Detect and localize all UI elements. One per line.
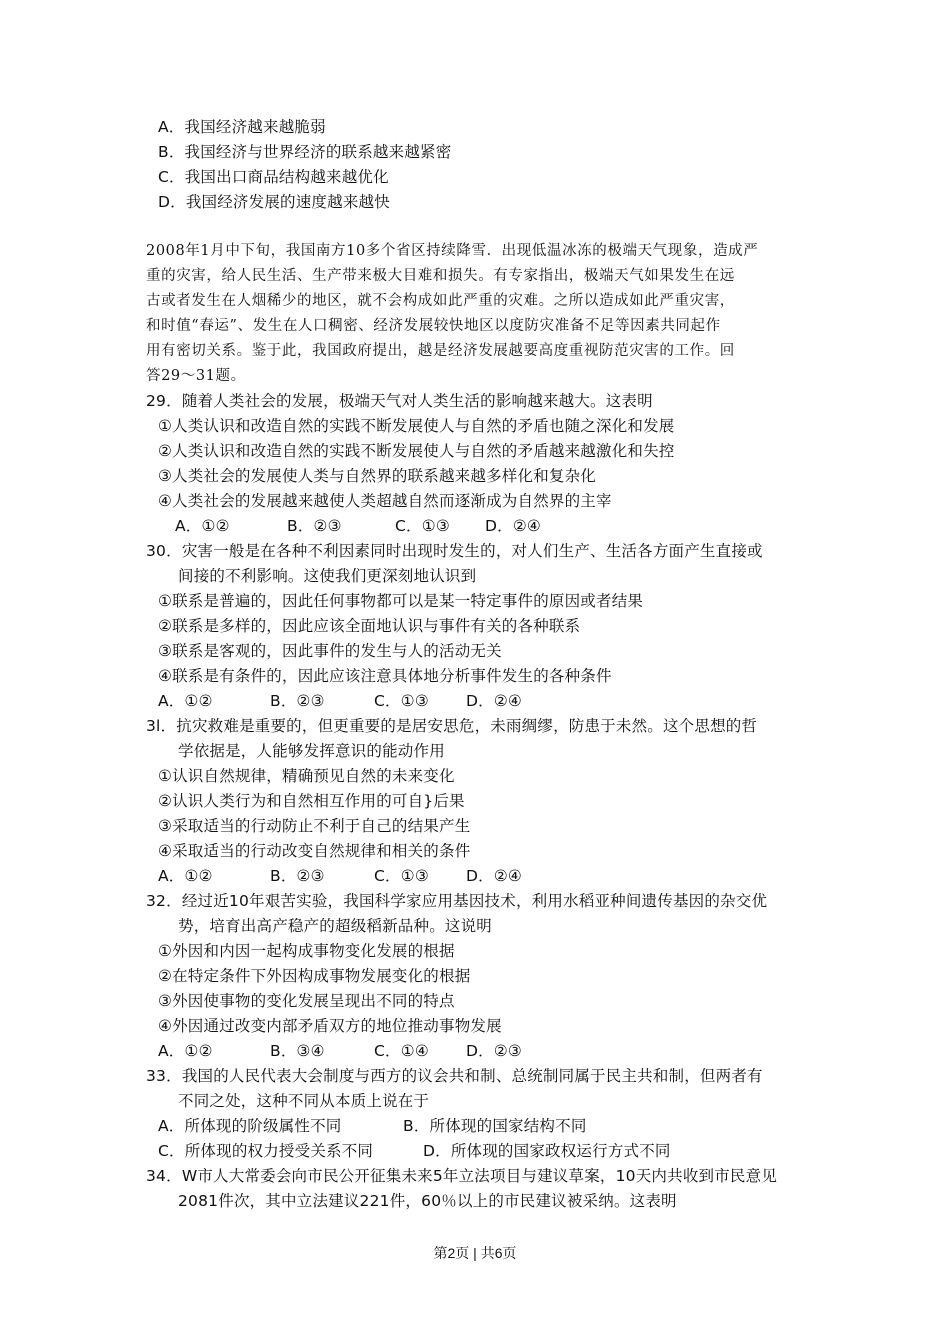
q30-choice-d: D．②④ xyxy=(466,692,523,710)
q33-choice-d: D．所体现的国家政权运行方式不同 xyxy=(423,1142,671,1160)
q31-stem: 3l．抗灾救难是重要的，但更重要的是居安思危，未雨绸缪，防患于未然。这个思想的哲 xyxy=(146,717,758,735)
passage-line: 古或者发生在人烟稀少的地区，就不会构成如此严重的灾难。之所以造成如此严重灾害， xyxy=(146,293,735,309)
q28-option-d: D．我国经济发展的速度越来越快 xyxy=(158,193,390,211)
q33-stem-cont: 不同之处，这种不同从本质上说在于 xyxy=(178,1092,430,1110)
q31-item: ②认识人类行为和自然相互作用的可自}后果 xyxy=(158,792,465,810)
q33-stem: 33．我国的人民代表大会制度与西方的议会共和制、总统制同属于民主共和制，但两者有 xyxy=(146,1067,763,1085)
q31-stem-cont: 学依据是，人能够发挥意识的能动作用 xyxy=(178,742,445,760)
q30-choice-c: C．①③ xyxy=(374,692,429,710)
q29-item: ①人类认识和改造自然的实践不断发展使人与自然的矛盾也随之深化和发展 xyxy=(158,417,675,435)
q31-choice-a: A．①② xyxy=(158,867,213,885)
q34-stem: 34．W市人大常委会向市民公开征集未来5年立法项目与建议草案，10天内共收到市民意见 xyxy=(146,1167,778,1185)
q31-choice-c: C．①③ xyxy=(374,867,429,885)
passage-line: 用有密切关系。鉴于此，我国政府提出，越是经济发展越要高度重视防范灾害的工作。回 xyxy=(146,343,735,359)
q33-choice-a: A．所体现的阶级属性不同 xyxy=(158,1117,342,1135)
q28-option-b: B．我国经济与世界经济的联系越来越紧密 xyxy=(158,143,452,161)
q32-choice-c: C．①④ xyxy=(374,1042,429,1060)
q30-stem: 30．灾害一般是在各种不利因素同时出现时发生的，对人们生产、生活各方面产生直接或 xyxy=(146,542,763,560)
q29-item: ②人类认识和改造自然的实践不断发展使人与自然的矛盾越来越激化和失控 xyxy=(158,442,675,460)
passage-line: 2008年1月中下旬，我国南方10多个省区持续降雪．出现低温冰冻的极端天气现象，造成严 xyxy=(146,243,759,259)
q29-choice-a: A．①② xyxy=(175,517,230,535)
q29-stem: 29．随着人类社会的发展，极端天气对人类生活的影响越来越大。这表明 xyxy=(146,392,653,410)
q32-item: ①外因和内因一起构成事物变化发展的根据 xyxy=(158,942,455,960)
q34-stem-cont: 2081件次，其中立法建议221件，60％以上的市民建议被采纳。这表明 xyxy=(178,1192,677,1210)
q28-option-a: A．我国经济越来越脆弱 xyxy=(158,118,326,136)
q30-item: ②联系是多样的，因此应该全面地认识与事件有关的各种联系 xyxy=(158,617,581,635)
q30-item: ④联系是有条件的，因此应该注意具体地分析事件发生的各种条件 xyxy=(158,667,612,685)
q29-choice-b: B．②③ xyxy=(287,517,342,535)
q31-choice-d: D．②④ xyxy=(466,867,523,885)
q28-option-c: C．我国出口商品结构越来越优化 xyxy=(158,168,389,186)
q31-choice-b: B．②③ xyxy=(270,867,325,885)
page-footer: 第2页 | 共6页 xyxy=(433,1245,517,1261)
q31-item: ④采取适当的行动改变自然规律和相关的条件 xyxy=(158,842,471,860)
q32-stem-cont: 势，培育出高产稳产的超级稻新品种。这说明 xyxy=(178,917,493,935)
q29-choice-c: C．①③ xyxy=(395,517,450,535)
q31-item: ③采取适当的行动防止不利于自己的结果产生 xyxy=(158,817,471,835)
q29-choice-d: D．②④ xyxy=(485,517,542,535)
q32-stem: 32．经过近10年艰苦实验，我国科学家应用基因技术，利用水稻亚种间遗传基因的杂交优 xyxy=(146,892,768,910)
q30-choice-b: B．②③ xyxy=(270,692,325,710)
q30-item: ③联系是客观的，因此事件的发生与人的活动无关 xyxy=(158,642,502,660)
q32-choice-d: D．②③ xyxy=(466,1042,523,1060)
passage-line: 答29～31题。 xyxy=(146,368,246,384)
q32-choice-a: A．①② xyxy=(158,1042,213,1060)
q33-choice-c: C．所体现的权力授受关系不同 xyxy=(158,1142,374,1160)
passage-line: 重的灾害，给人民生活、生产带来极大目难和损失。有专家指出，极端天气如果发生在远 xyxy=(146,268,735,284)
q32-item: ③外因使事物的变化发展呈现出不同的特点 xyxy=(158,992,455,1010)
passage-line: 和时值“春运”、发生在人口稠密、经济发展较快地区以度防灾准备不足等因素共同起作 xyxy=(146,318,721,334)
q33-choice-b: B．所体现的国家结构不同 xyxy=(403,1117,587,1135)
q29-item: ④人类社会的发展越来越使人类超越自然而逐渐成为自然界的主宰 xyxy=(158,492,612,510)
q32-item: ④外因通过改变内部矛盾双方的地位推动事物发展 xyxy=(158,1017,502,1035)
q30-item: ①联系是普遍的，因此任何事物都可以是某一特定事件的原因或者结果 xyxy=(158,592,644,610)
q32-item: ②在特定条件下外因构成事物发展变化的根据 xyxy=(158,967,471,985)
q30-stem-cont: 间接的不利影响。这使我们更深刻地认识到 xyxy=(178,567,477,585)
q32-choice-b: B．③④ xyxy=(270,1042,325,1060)
q30-choice-a: A．①② xyxy=(158,692,213,710)
q31-item: ①认识自然规律，精确预见自然的未来变化 xyxy=(158,767,455,785)
q29-item: ③人类社会的发展使人类与自然界的联系越来越多样化和复杂化 xyxy=(158,467,596,485)
